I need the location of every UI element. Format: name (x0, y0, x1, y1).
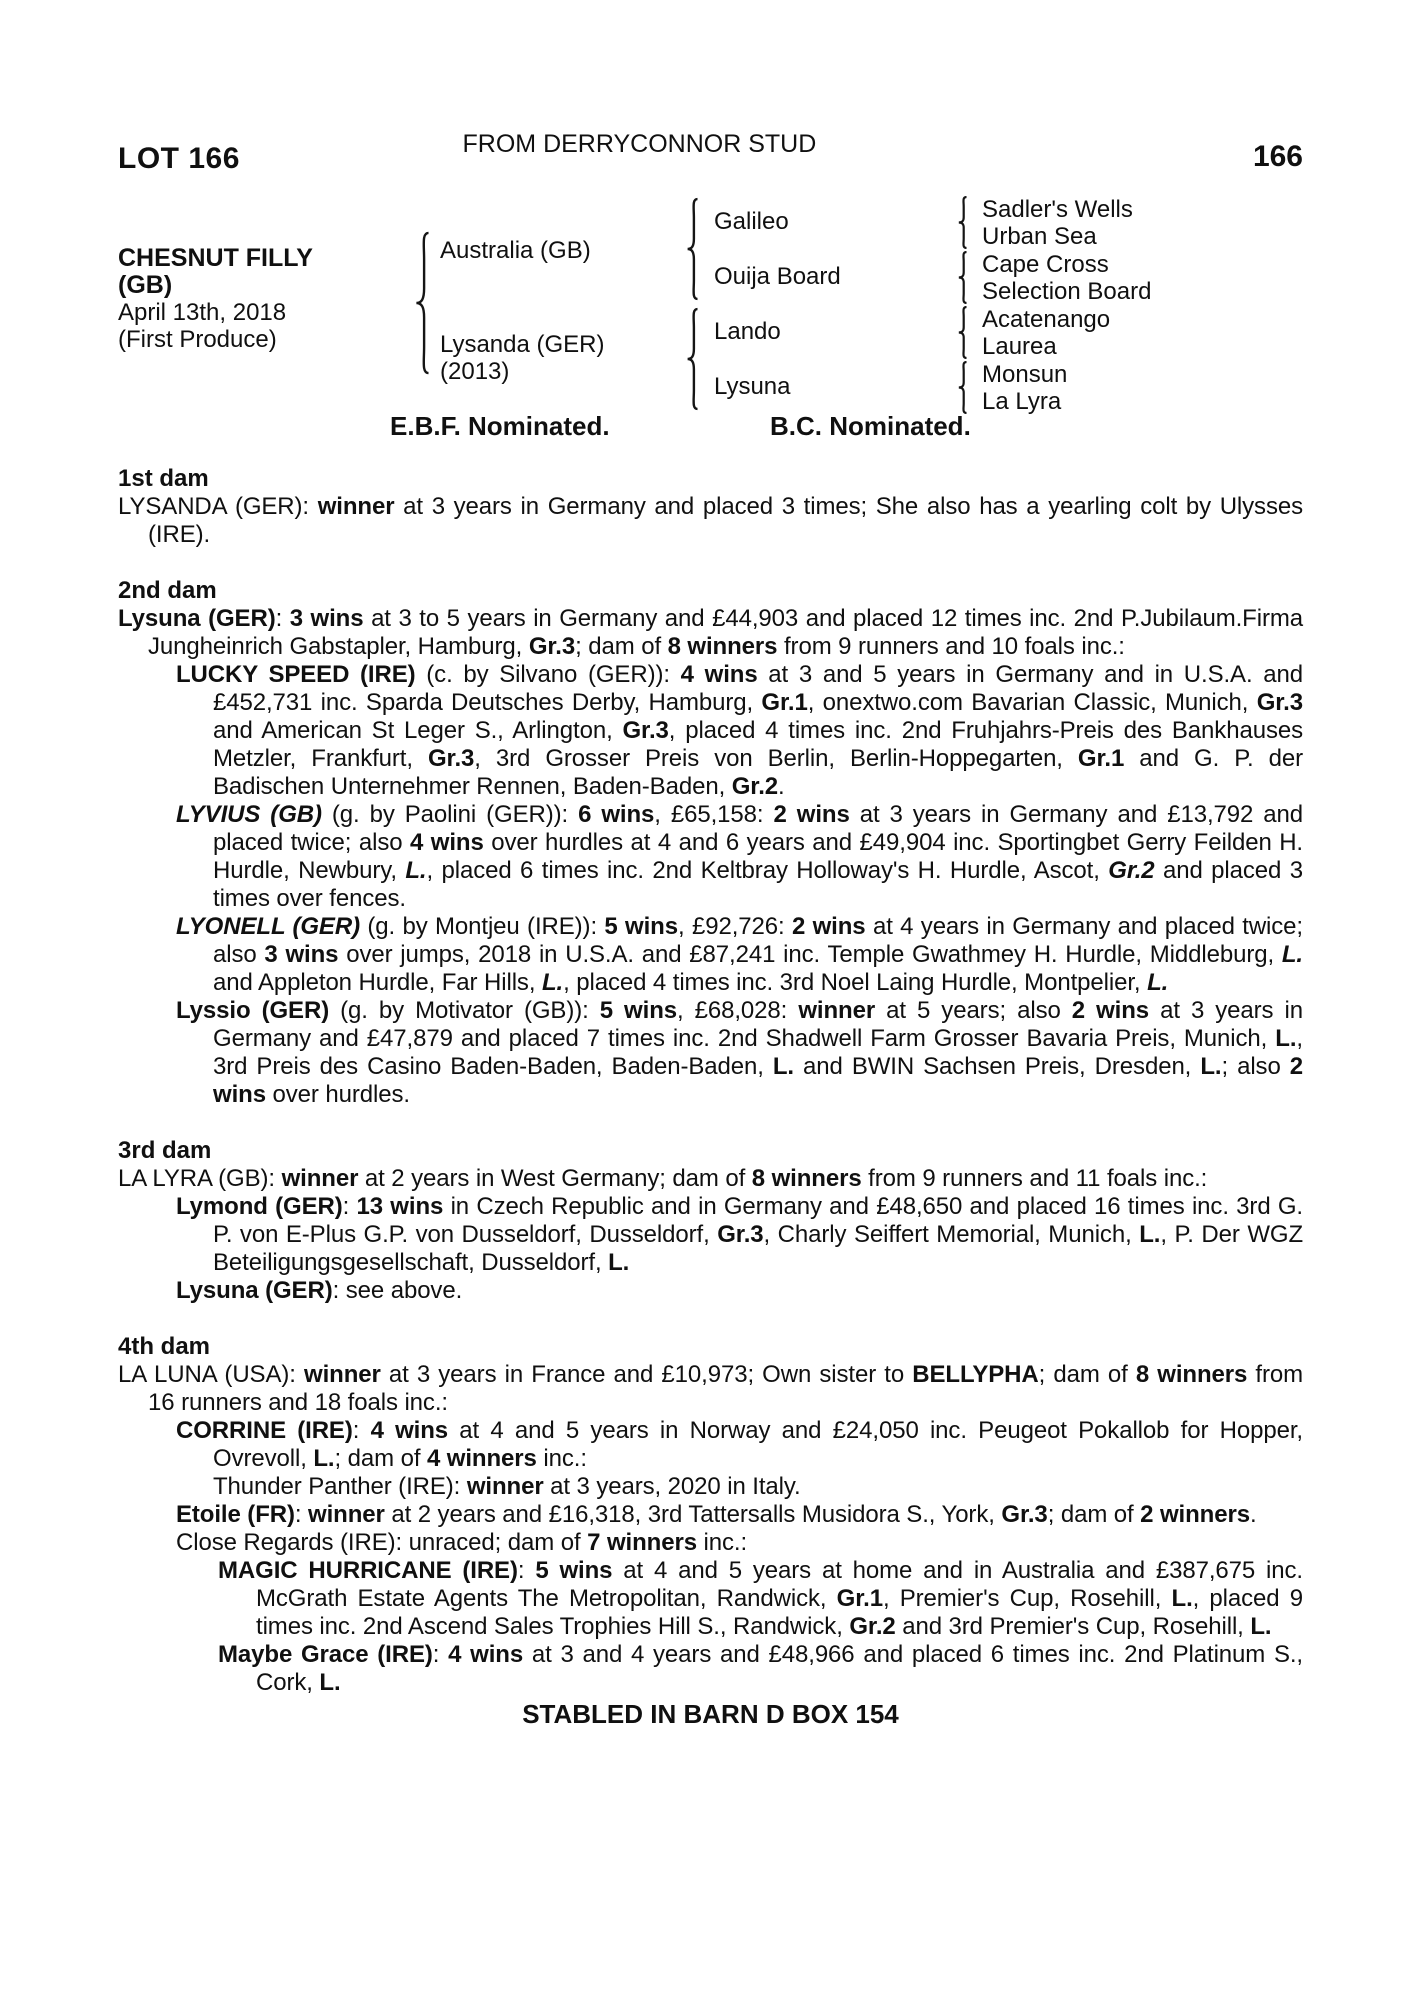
text-run: at 3 years in France and £10,973; Own sister to (380, 1361, 913, 1388)
great-grandparent-pair-ds (982, 306, 1110, 360)
text-run: 8 winners (751, 1165, 862, 1192)
text-run: Etoile (FR) (176, 1501, 295, 1528)
text-run: Gr.3 (528, 633, 576, 660)
text-run: at 2 years in West Germany; dam of (358, 1165, 752, 1192)
text-run: CORRINE (IRE) (176, 1417, 353, 1444)
text-run: at 4 years in Germany and placed twice; also (213, 913, 1304, 968)
text-run: Gr.1 (761, 689, 808, 716)
text-run: L. (405, 857, 427, 884)
granddam-of-sire: Ouija Board (714, 263, 841, 290)
text-run: Gr.3 (1001, 1501, 1048, 1528)
text-run: 4 wins (680, 661, 758, 688)
dam-heading: 2nd dam (118, 577, 217, 604)
text-run: over jumps, 2018 in U.S.A. and £87,241 inc. Temple Gwathmey H. Hurdle, Middleburg, (338, 941, 1282, 968)
dam-heading: 3rd dam (118, 1137, 212, 1164)
text-run: 7 winners (587, 1529, 697, 1556)
text-run: 6 wins (578, 801, 655, 828)
text-run: at 2 years and £16,318, 3rd Tattersalls Musidora S., York, (384, 1501, 1002, 1528)
dam-name: Lysanda (GER) (440, 331, 605, 358)
text-run: 3 wins (264, 941, 339, 968)
text-run: and American St Leger S., Arlington, (213, 717, 623, 744)
text-run: , £92,726: (678, 913, 792, 940)
text-run: BELLYPHA (912, 1361, 1039, 1388)
text-run: 2 wins (773, 801, 850, 828)
text-run: winner (281, 1165, 359, 1192)
text-run: at 4 and 5 years in Norway and £24,050 inc. Peugeot Pokallob for Hopper, Ovrevoll, (213, 1417, 1304, 1472)
text-run: Thunder Panther (IRE): (213, 1473, 467, 1500)
text-run: : (517, 1557, 536, 1584)
text-run: , 3rd Grosser Preis von Berlin, Berlin-Hoppegarten, (474, 745, 1078, 772)
pedigree-brace-gg3 (956, 306, 970, 359)
text-run: L. (608, 1249, 630, 1276)
paragraph-magic-hurricane (118, 1557, 1303, 1641)
text-run: Gr.1 (836, 1585, 883, 1612)
text-run: over hurdles at 4 and 6 years and £49,904 inc. Sportingbet Gerry Feilden H. Hurdle, Newbury, (213, 829, 1304, 884)
text-run: at 4 and 5 years at home and in Australia and £387,675 inc. McGrath Estate Agents The Metropolitan, Randwick, (256, 1557, 1303, 1612)
text-run: Lysuna (GER) (176, 1277, 333, 1304)
text-run: . (778, 773, 785, 800)
text-run: , P. Der WGZ Beteiligungsgesellschaft, Dusseldorf, (213, 1221, 1304, 1276)
text-run: 8 winners (1135, 1361, 1248, 1388)
text-run: at 5 years; also (875, 997, 1072, 1024)
text-run: at 3 years in Germany and placed 3 times; She also has a yearling colt by Ulysses (IRE). (148, 493, 1304, 548)
text-run: at 3 years in Germany and £13,792 and placed twice; also (213, 801, 1304, 856)
text-run: : (342, 1193, 357, 1220)
text-run: L. (1200, 1053, 1222, 1080)
text-run: LYVIUS (GB) (176, 801, 332, 828)
text-run: : (275, 605, 290, 632)
sire-name: Australia (GB) (440, 237, 591, 264)
ggp-name: Acatenango (982, 306, 1111, 333)
paragraph-lysuna (118, 605, 1303, 661)
paragraph-la-luna (118, 1361, 1303, 1417)
text-run: winner (798, 997, 876, 1024)
text-run: LA LUNA (USA): (118, 1361, 304, 1388)
text-run: , £65,158: (654, 801, 774, 828)
text-run: , placed 6 times inc. 2nd Keltbray Holloway's H. Hurdle, Ascot, (426, 857, 1109, 884)
text-run: winner (308, 1501, 385, 1528)
text-run: 8 winners (667, 633, 778, 660)
subject-country: (GB) (118, 271, 173, 299)
text-run: , £68,028: (677, 997, 799, 1024)
text-run: over hurdles. (265, 1081, 410, 1108)
paragraph-la-lyra (118, 1165, 1303, 1193)
text-run: , Premier's Cup, Rosehill, (882, 1585, 1172, 1612)
paragraph-lymond (118, 1193, 1303, 1277)
paragraph-lysanda (118, 493, 1303, 549)
paragraph-lucky-speed (118, 661, 1303, 801)
ggp-name: Monsun (982, 361, 1068, 388)
text-run: from 9 runners and 11 foals inc.: (861, 1165, 1208, 1192)
text-run: LYONELL (GER) (176, 913, 360, 940)
text-run: LYSANDA (GER): (118, 493, 318, 520)
text-run: inc.: (536, 1445, 587, 1472)
text-run: , placed 4 times inc. 2nd Fruhjahrs-Preis des Bankhauses Metzler, Frankfurt, (213, 717, 1303, 772)
text-run: at 3 and 4 years and £48,966 and placed 6 times inc. 2nd Platinum S., Cork, (256, 1641, 1304, 1696)
pedigree-chart (118, 195, 1303, 443)
text-run: L. (1250, 1613, 1272, 1640)
great-grandparent-pair-ss (982, 196, 1133, 250)
great-grandparent-pair-sd (982, 251, 1151, 305)
text-run: Close Regards (IRE): unraced; dam of (176, 1529, 588, 1556)
text-run: at 3 years, 2020 in Italy. (543, 1473, 801, 1500)
dam-year: (2013) (440, 358, 510, 385)
pedigree-brace-gg1 (956, 196, 970, 249)
text-run: : see above. (332, 1277, 463, 1304)
subject-block (118, 245, 313, 353)
text-run: ; also (1221, 1053, 1290, 1080)
text-run: Gr.2 (731, 773, 779, 800)
ggp-name: Laurea (982, 333, 1057, 360)
text-run: L. (1281, 941, 1303, 968)
text-run: L. (1171, 1585, 1193, 1612)
text-run: Gr.3 (427, 745, 475, 772)
text-run: ; dam of (1038, 1361, 1136, 1388)
paragraph-corrine (118, 1417, 1303, 1473)
text-run: Lymond (GER) (176, 1193, 343, 1220)
text-run: (c. by Silvano (GER)): (415, 661, 681, 688)
granddam-of-dam: Lysuna (714, 373, 791, 400)
text-run: Gr.3 (717, 1221, 764, 1248)
text-run: , onextwo.com Bavarian Classic, Munich, (807, 689, 1257, 716)
text-run: winner (304, 1361, 381, 1388)
text-run: winner (466, 1473, 544, 1500)
text-run: LUCKY SPEED (IRE) (176, 661, 416, 688)
subject-foaling-date: April 13th, 2018 (118, 299, 287, 326)
text-run: (g. by Montjeu (IRE)): (359, 913, 605, 940)
text-run: winner (317, 493, 395, 520)
text-run: Gr.3 (622, 717, 669, 744)
text-run: (g. by Paolini (GER)): (331, 801, 579, 828)
paragraph-lyvius (118, 801, 1303, 913)
great-grandparent-pair-dd (982, 361, 1067, 415)
dam-sections (118, 465, 1303, 1697)
page-number: 166 (1252, 140, 1303, 173)
text-run: L. (1139, 1221, 1161, 1248)
text-run: , 3rd Preis des Casino Baden-Baden, Baden-Baden, (213, 1025, 1303, 1080)
ggp-name: Sadler's Wells (982, 196, 1133, 223)
text-run: : (432, 1641, 449, 1668)
text-run: L. (772, 1053, 794, 1080)
paragraph-lysuna-see-above (118, 1277, 1303, 1305)
pedigree-brace-main (412, 230, 434, 376)
stabled-location: STABLED IN BARN D BOX 154 (522, 1699, 899, 1729)
paragraph-thunder-panther (118, 1473, 1303, 1501)
paragraph-lyonell (118, 913, 1303, 997)
page-header (118, 130, 1303, 192)
text-run: 5 wins (599, 997, 677, 1024)
grandsire-of-dam: Lando (714, 318, 781, 345)
text-run: 4 wins (370, 1417, 449, 1444)
text-run: , placed 9 times inc. 2nd Ascend Sales Trophies Hill S., Randwick, (256, 1585, 1304, 1640)
text-run: at 3 years in Germany and £47,879 and placed 7 times inc. 2nd Shadwell Farm Grosser Bavaria Preis, Munich, (213, 997, 1303, 1052)
text-run: : (294, 1501, 309, 1528)
text-run: Gr.3 (1256, 689, 1303, 716)
pedigree-brace-gg4 (956, 361, 970, 414)
text-run: 2 wins (213, 1053, 1303, 1108)
text-run: in Czech Republic and in Germany and £48,650 and placed 16 times inc. 3rd G. P. von E-Plus G.P. von Dusseldorf, Dusseldorf, (213, 1193, 1304, 1248)
ggp-name: Urban Sea (982, 223, 1097, 250)
text-run: 4 wins (448, 1641, 524, 1668)
text-run: 2 winners (1140, 1501, 1250, 1528)
ggp-name: La Lyra (982, 388, 1062, 415)
dam-heading: 1st dam (118, 465, 209, 492)
text-run: L. (313, 1445, 335, 1472)
grandsire-of-sire: Galileo (714, 208, 789, 235)
vendor-name: FROM DERRYCONNOR STUD (462, 130, 817, 158)
ggp-name: Cape Cross (982, 251, 1109, 278)
text-run: at 3 and 5 years in Germany and in U.S.A. and £452,731 inc. Sparda Deutsches Derby, Hamburg, (213, 661, 1303, 716)
subject-produce-note: (First Produce) (118, 326, 277, 353)
text-run: 2 wins (1071, 997, 1150, 1024)
text-run: 4 winners (426, 1445, 537, 1472)
text-run: 13 wins (356, 1193, 444, 1220)
text-run: 2 wins (791, 913, 866, 940)
pedigree-brace-gg2 (956, 251, 970, 304)
text-run: Lysuna (GER) (118, 605, 276, 632)
text-run: 5 wins (535, 1557, 613, 1584)
text-run: and placed 3 times over fences. (213, 857, 1303, 912)
text-run: and Appleton Hurdle, Far Hills, (213, 969, 542, 996)
text-run: 5 wins (604, 913, 678, 940)
text-run: 3 wins (289, 605, 364, 632)
text-run: 4 wins (410, 829, 484, 856)
text-run: Gr.2 (1108, 857, 1163, 884)
text-run: inc.: (696, 1529, 748, 1556)
text-run: Gr.1 (1077, 745, 1125, 772)
text-run: at 3 to 5 years in Germany and £44,903 and placed 12 times inc. 2nd P.Jubilaum.Firma Jungheinrich Gabstapler, Hamburg, (148, 605, 1304, 660)
text-run: L. (1275, 1025, 1297, 1052)
text-run: , placed 4 times inc. 3rd Noel Laing Hurdle, Montpelier, (563, 969, 1148, 996)
pedigree-brace-dam (684, 307, 702, 411)
paragraph-maybe-grace (118, 1641, 1303, 1697)
text-run: and 3rd Premier's Cup, Rosehill, (895, 1613, 1251, 1640)
paragraph-etoile (118, 1501, 1303, 1529)
ebf-nomination: E.B.F. Nominated. (390, 411, 610, 441)
text-run: ; dam of (334, 1445, 427, 1472)
paragraph-lyssio (118, 997, 1303, 1109)
text-run: and G. P. der Badischen Unternehmer Rennen, Baden-Baden, (213, 745, 1304, 800)
dam-heading: 4th dam (118, 1333, 211, 1360)
text-run: ; dam of (575, 633, 668, 660)
text-run: . (1249, 1501, 1257, 1528)
text-run: ; dam of (1047, 1501, 1141, 1528)
text-run: , Charly Seiffert Memorial, Munich, (763, 1221, 1140, 1248)
text-run: Maybe Grace (IRE) (218, 1641, 433, 1668)
lot-number: LOT 166 (118, 142, 240, 175)
text-run: from 9 runners and 10 foals inc.: (777, 633, 1125, 660)
dam-block (440, 331, 605, 385)
text-run: and BWIN Sachsen Preis, Dresden, (794, 1053, 1201, 1080)
text-run: from 16 runners and 18 foals inc.: (148, 1361, 1304, 1416)
pedigree-brace-sire (684, 197, 702, 301)
text-run: LA LYRA (GB): (118, 1165, 282, 1192)
text-run: L. (541, 969, 564, 996)
text-run: (g. by Motivator (GB)): (329, 997, 600, 1024)
ggp-name: Selection Board (982, 278, 1152, 305)
text-run: L. (319, 1669, 341, 1696)
subject-name: CHESNUT FILLY (118, 244, 313, 272)
text-run: L. (1147, 969, 1169, 996)
paragraph-close-regards (118, 1529, 1303, 1557)
text-run: Lyssio (GER) (176, 997, 330, 1024)
text-run: MAGIC HURRICANE (IRE) (218, 1557, 518, 1584)
bc-nomination: B.C. Nominated. (770, 411, 971, 441)
text-run: Gr.2 (849, 1613, 896, 1640)
text-run: : (352, 1417, 371, 1444)
